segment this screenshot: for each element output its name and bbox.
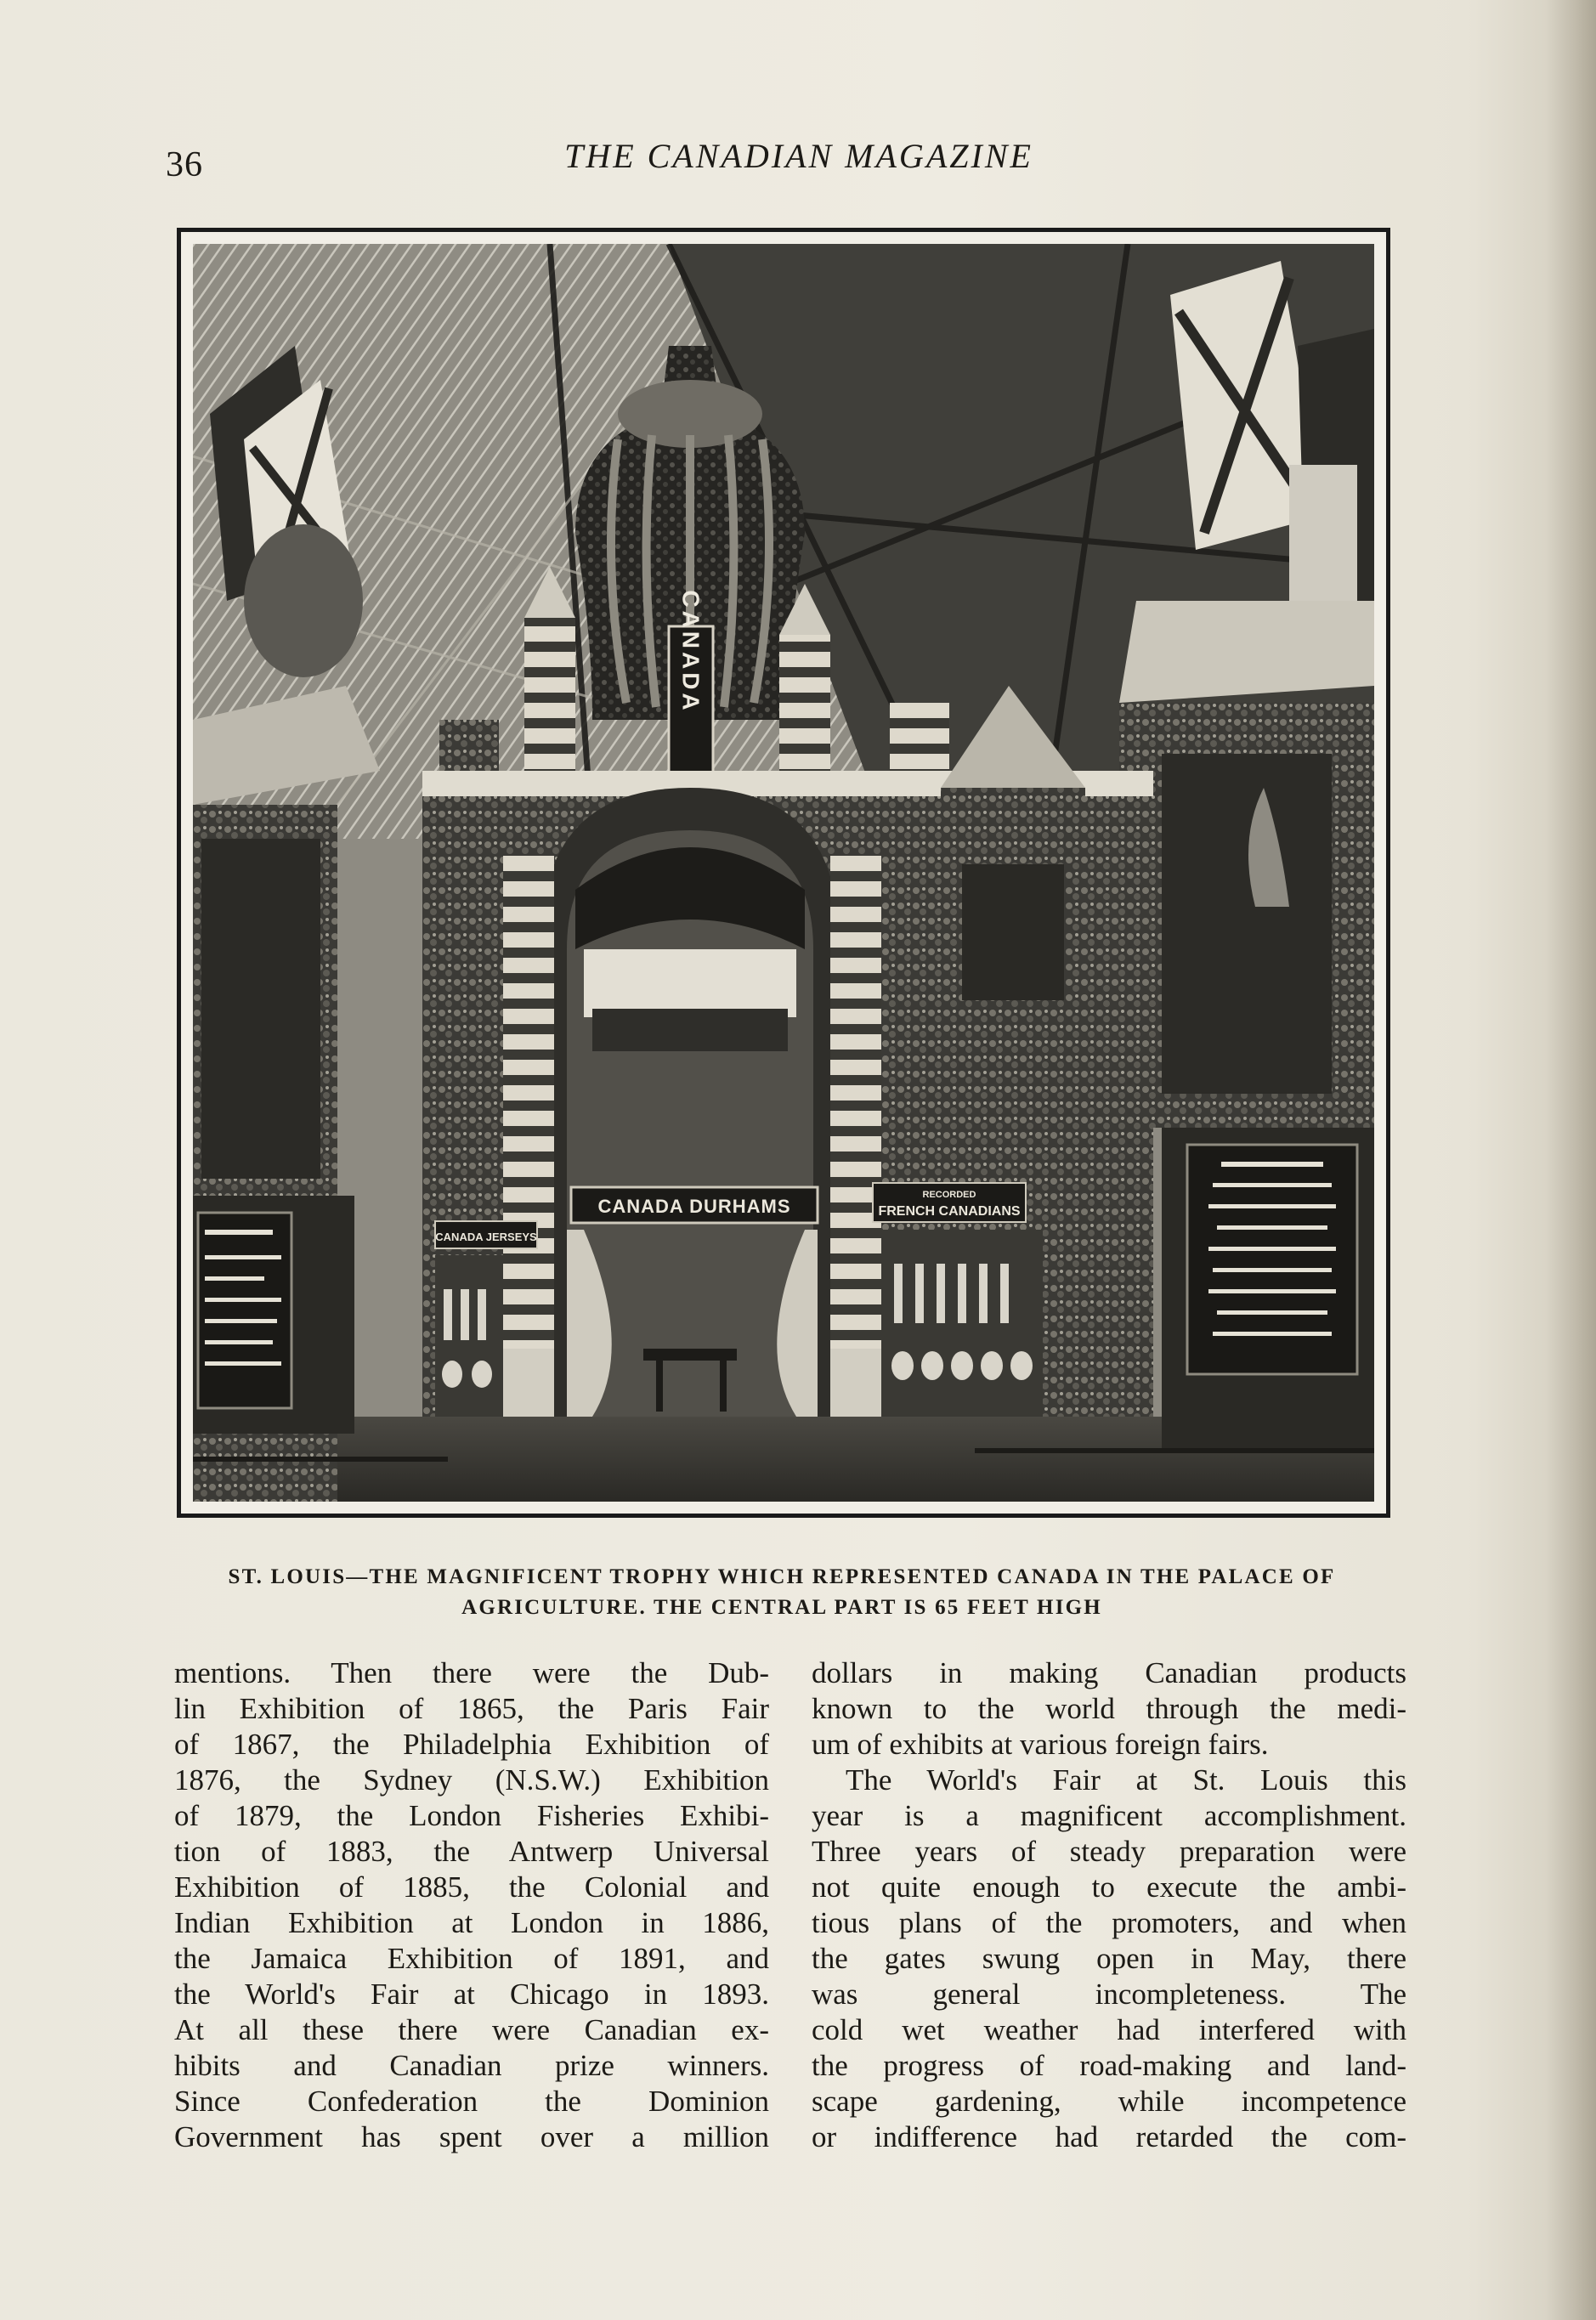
page-edge-shadow — [1545, 0, 1596, 2320]
text-line: um of exhibits at various foreign fairs. — [812, 1728, 1269, 1761]
text-line: was general incompleteness. The — [812, 1978, 1406, 2011]
text-line: hibits and Canadian prize winners. — [174, 2049, 769, 2082]
jersey-banner-text: CANADA JERSEYS — [435, 1231, 537, 1243]
text-column-right — [812, 1655, 1406, 2155]
text-line: of 1867, the Philadelphia Exhibition of — [174, 1728, 769, 1761]
text-line: cold wet weather had interfered with — [812, 2013, 1406, 2046]
text-line: Exhibition of 1885, the Colonial and — [174, 1870, 769, 1904]
text-line: or indifference had retarded the com- — [812, 2120, 1406, 2153]
trophy-illustration — [193, 244, 1374, 1502]
photo-frame — [177, 228, 1390, 1518]
photo-caption — [170, 1562, 1394, 1623]
text-line: tion of 1883, the Antwerp Universal — [174, 1835, 769, 1868]
running-head: THE CANADIAN MAGAZINE — [564, 137, 1033, 175]
text-line: the progress of road-making and land- — [812, 2049, 1406, 2082]
text-line: dollars in making Canadian products — [812, 1656, 1406, 1689]
canada-sign-text: CANADA — [677, 590, 705, 714]
text-line: At all these there were Canadian ex- — [174, 2013, 769, 2046]
text-line: Since Confederation the Dominion — [174, 2085, 769, 2118]
french-banner-top-text: RECORDED — [922, 1190, 976, 1200]
text-line: The World's Fair at St. Louis this — [846, 1763, 1406, 1797]
text-line: the World's Fair at Chicago in 1893. — [174, 1978, 769, 2011]
text-line: known to the world through the medi- — [812, 1692, 1406, 1725]
text-line: lin Exhibition of 1865, the Paris Fair — [174, 1692, 769, 1725]
text-line: the Jamaica Exhibition of 1891, and — [174, 1942, 769, 1975]
text-line: year is a magnificent accomplishment. — [812, 1799, 1406, 1832]
text-line: the gates swung open in May, there — [812, 1942, 1406, 1975]
text-line: not quite enough to execute the ambi- — [812, 1870, 1406, 1904]
text-line: Indian Exhibition at London in 1886, — [174, 1906, 769, 1939]
text-line: scape gardening, while incompetence — [812, 2085, 1406, 2118]
durham-banner-text: CANADA DURHAMS — [597, 1196, 791, 1217]
text-line: of 1879, the London Fisheries Exhibi- — [174, 1799, 769, 1832]
caption-line-2: AGRICULTURE. THE CENTRAL PART IS 65 FEET HIGH — [461, 1596, 1102, 1619]
french-banner-text: FRENCH CANADIANS — [878, 1204, 1021, 1219]
text-line: tious plans of the promoters, and when — [812, 1906, 1406, 1939]
text-line: mentions. Then there were the Dub- — [174, 1656, 769, 1689]
text-column-left — [174, 1655, 769, 2155]
page-number: 36 — [166, 145, 203, 184]
exhibit-photograph — [193, 244, 1374, 1502]
text-line: Three years of steady preparation were — [812, 1835, 1406, 1868]
text-line: Government has spent over a million — [174, 2120, 769, 2153]
caption-line-1: ST. LOUIS—THE MAGNIFICENT TROPHY WHICH REPRESENTED CANADA IN THE PALACE OF — [228, 1565, 1336, 1588]
text-line: 1876, the Sydney (N.S.W.) Exhibition — [174, 1763, 769, 1797]
